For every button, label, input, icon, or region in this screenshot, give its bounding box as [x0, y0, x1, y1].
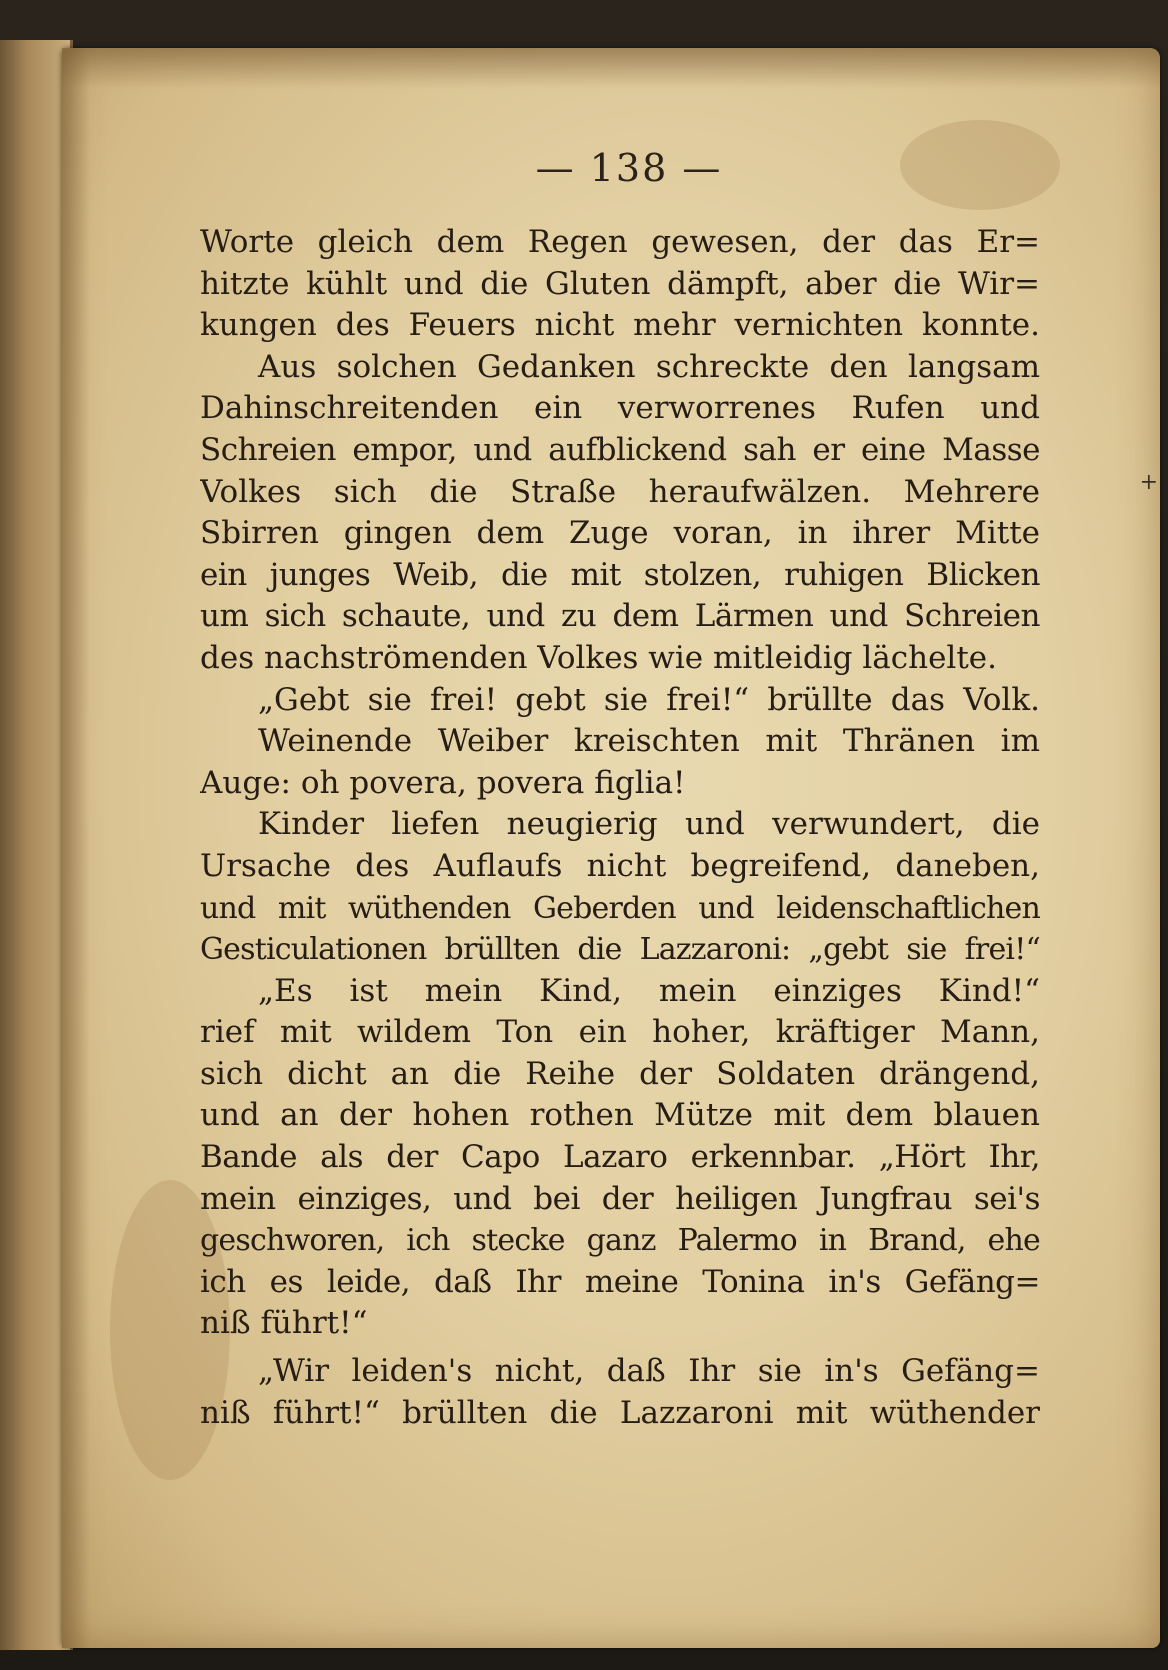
text-line: „Gebt sie frei! gebt sie frei!“ brüllte das Volk. — [258, 681, 1040, 718]
text-line: Worte gleich dem Regen gewesen, der das Er= — [200, 224, 1040, 260]
text-line: Schreien empor, und aufblickend sah er eine Masse — [200, 431, 1040, 468]
text-line: geschworen, ich stecke ganz Palermo in Brand, ehe — [200, 1223, 1040, 1259]
text-line: „Wir leiden's nicht, daß Ihr sie in's Gefäng= — [258, 1353, 1040, 1390]
text-line: und mit wüthenden Geberden und leidenschaftlichen — [200, 890, 1040, 926]
text-line: Weinende Weiber kreischten mit Thränen im — [258, 723, 1040, 760]
text-line: Bande als der Capo Lazaro erkennbar. „Hört Ihr, — [200, 1139, 1040, 1176]
text-line: Aus solchen Gedanken schreckte den langsam — [258, 348, 1040, 385]
text-line: des nachströmenden Volkes wie mitleidig lächelte. — [200, 639, 997, 676]
text-line: rief mit wildem Ton ein hoher, kräftiger Mann, — [200, 1014, 1040, 1051]
text-line: sich dicht an die Reihe der Soldaten drängend, — [200, 1055, 1040, 1092]
text-line: und an der hohen rothen Mütze mit dem blauen — [200, 1097, 1040, 1134]
text-line: Volkes sich die Straße heraufwälzen. Mehrere — [200, 473, 1040, 510]
text-line: kungen des Feuers nicht mehr vernichten konnte. — [200, 307, 1040, 344]
margin-mark: + — [1139, 470, 1158, 495]
page-shadow-left — [62, 48, 90, 1648]
text-line: hitzte kühlt und die Gluten dämpft, aber die Wir= — [200, 265, 1040, 302]
text-line: niß führt!“ — [200, 1305, 368, 1342]
text-line: „Es ist mein Kind, mein einziges Kind!“ — [258, 972, 1040, 1009]
text-line: Kinder liefen neugierig und verwundert, die — [258, 806, 1040, 843]
page-text — [200, 222, 1040, 1434]
text-line: um sich schaute, und zu dem Lärmen und Schreien — [200, 598, 1040, 635]
page-number: — 138 — — [535, 146, 723, 190]
text-line: Gesticulationen brüllten die Lazzaroni: „gebt sie frei!“ — [200, 932, 1040, 968]
text-line: ich es leide, daß Ihr meine Tonina in's Gefäng= — [200, 1263, 1040, 1300]
text-line: ein junges Weib, die mit stolzen, ruhigen Blicken — [200, 556, 1040, 593]
text-line: mein einziges, und bei der heiligen Jungfrau sei's — [200, 1180, 1040, 1217]
text-line: Auge: oh povera, povera figlia! — [200, 764, 686, 801]
text-line: Ursache des Auflaufs nicht begreifend, daneben, — [200, 847, 1040, 884]
text-line: Sbirren gingen dem Zuge voran, in ihrer Mitte — [200, 515, 1040, 552]
text-line: niß führt!“ brüllten die Lazzaroni mit wüthender — [200, 1394, 1040, 1431]
text-line: Dahinschreitenden ein verworrenes Rufen und — [200, 390, 1040, 427]
page-shadow-top — [62, 48, 1160, 88]
